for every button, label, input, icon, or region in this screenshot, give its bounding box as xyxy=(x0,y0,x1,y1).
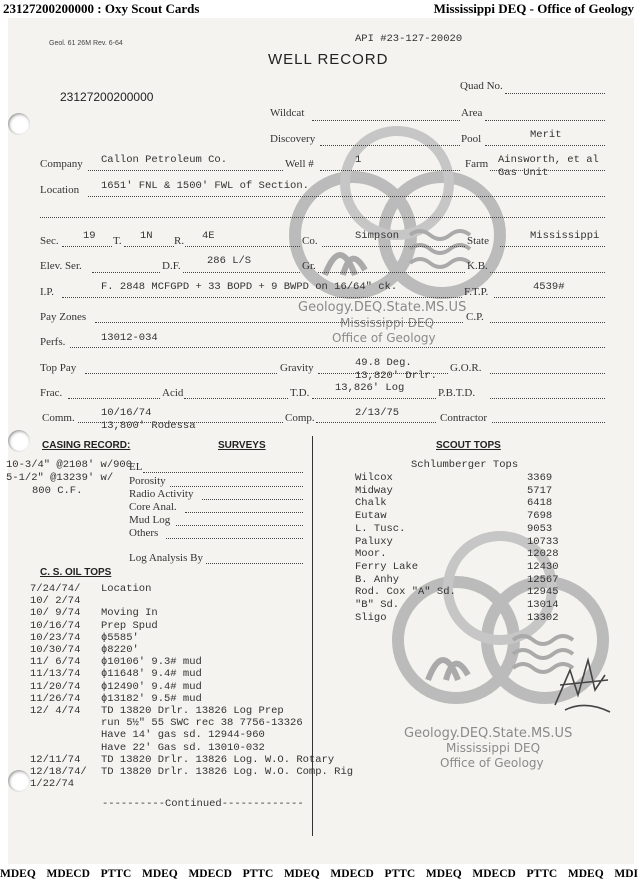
survey-line xyxy=(170,486,303,487)
r-value: 4E xyxy=(202,230,215,242)
pool-value: Merit xyxy=(530,129,562,141)
cs-oil-entry: Prep Spud xyxy=(101,619,158,632)
frac-label: Frac. xyxy=(40,387,63,399)
cs-oil-entry: ϕ13182' 9.5# mud xyxy=(101,692,202,705)
scout-top-name: Chalk xyxy=(355,497,387,510)
td-drlr-value: 13,820' Drlr. xyxy=(355,370,437,382)
survey-item: Mud Log xyxy=(129,514,171,526)
cs-oil-date: 12/11/74 xyxy=(30,753,81,766)
r-line xyxy=(185,246,300,247)
pbtd-label: P.B.T.D. xyxy=(438,387,476,399)
perfs-value: 13012-034 xyxy=(101,332,158,344)
cs-oil-entry: ϕ12490' 9.4# mud xyxy=(101,680,202,693)
gr-label: Gr. xyxy=(302,260,316,272)
signature-icon xyxy=(550,650,615,720)
pool-line xyxy=(485,145,605,146)
perfs-line xyxy=(70,347,605,348)
comm-value: 10/16/74 xyxy=(101,407,152,419)
scout-top-depth: 12028 xyxy=(527,548,559,561)
stamp-number: 23127200200000 xyxy=(60,90,154,104)
cp-line xyxy=(490,322,605,323)
co-label: Co. xyxy=(302,235,318,247)
df-label: D.F. xyxy=(162,260,181,272)
cs-oil-entry: run 5½" 55 SWC rec 38 7756-13326 xyxy=(101,717,303,730)
cs-oil-date: 7/24/74/ xyxy=(30,583,81,595)
cs-oil-date: 12/18/74/ xyxy=(30,766,87,778)
contractor-line xyxy=(492,422,605,423)
footer-item: PTTC xyxy=(384,868,416,880)
footer-item: MDECD xyxy=(46,868,90,880)
footer-item: MDECD xyxy=(330,868,374,880)
survey-line xyxy=(206,563,303,564)
footer-item: MDECD xyxy=(472,868,516,880)
casing-line: 10-3/4" @2108' w/900 xyxy=(6,459,133,471)
footer-item: MDEQ xyxy=(0,868,36,880)
scout-top-depth: 12430 xyxy=(527,560,559,573)
form-id: Geol. 61 26M Rev. 6-64 xyxy=(49,40,123,47)
elev-ser-label: Elev. Ser. xyxy=(40,260,82,272)
cs-oil-entry: Moving In xyxy=(101,607,158,620)
scout-tops-title: SCOUT TOPS xyxy=(436,440,501,451)
header-agency: Mississippi DEQ - Office of Geology xyxy=(433,1,634,16)
comp-line xyxy=(316,422,436,423)
scout-top-name: Ferry Lake xyxy=(355,560,419,573)
footer-item: MDEQ xyxy=(141,868,178,880)
pool-label: Pool xyxy=(461,133,482,145)
survey-item: Log Analysis By xyxy=(129,552,203,564)
location-line xyxy=(88,196,605,197)
gr-line xyxy=(318,272,465,273)
well-no-line xyxy=(320,170,460,171)
cs-oil-entry: TD 13820 Drlr. 13826 Log. W.O. Rotary xyxy=(101,753,335,766)
comm-line xyxy=(78,422,283,423)
api-number: API #23-127-20020 xyxy=(355,33,463,45)
pay-zones-line xyxy=(95,322,463,323)
ftp-label: F.T.P. xyxy=(464,286,489,298)
location-line-2 xyxy=(40,217,605,218)
header-doc-id: 23127200200000 : Oxy Scout Cards xyxy=(3,1,200,16)
punch-hole-icon xyxy=(8,113,30,135)
td-log-value: 13,826' Log xyxy=(335,382,405,394)
scout-top-depth: 12567 xyxy=(527,573,559,586)
state-value: Mississippi xyxy=(530,230,600,242)
watermark-org: Mississippi DEQ xyxy=(446,741,541,755)
footer-item: MDEQ xyxy=(567,868,604,880)
co-value: Simpson xyxy=(355,230,400,242)
co-line xyxy=(322,246,465,247)
cs-oil-date: 1/22/74 xyxy=(30,778,75,791)
gor-label: G.O.R. xyxy=(450,362,482,374)
comm-label: Comm. xyxy=(42,412,75,424)
scout-top-name: Wilcox xyxy=(355,472,393,484)
scout-top-name: Paluxy xyxy=(355,535,393,548)
footer-item: MDEQ xyxy=(425,868,462,880)
td-line xyxy=(312,398,436,399)
pay-zones-label: Pay Zones xyxy=(40,311,87,323)
t-line xyxy=(124,246,174,247)
ip-line xyxy=(62,297,462,298)
state-line xyxy=(500,246,605,247)
scout-top-name: Eutaw xyxy=(355,510,387,523)
watermark-site: Geology.DEQ.State.MS.US xyxy=(404,726,573,741)
location-label: Location xyxy=(40,184,80,196)
scout-top-depth: 10733 xyxy=(527,535,559,548)
perfs-label: Perfs. xyxy=(40,336,66,348)
r-label: R. xyxy=(174,235,185,247)
acid-label: Acid xyxy=(162,387,184,399)
td-label: T.D. xyxy=(290,387,310,399)
pbtd-line xyxy=(490,398,605,399)
well-no-value: 1 xyxy=(355,154,362,166)
survey-line xyxy=(176,525,303,526)
quad-no-label: Quad No. xyxy=(460,80,503,92)
cs-oil-date: 10/ 2/74 xyxy=(30,595,81,608)
scout-top-depth: 3369 xyxy=(527,472,553,484)
footer-item: PTTC xyxy=(526,868,558,880)
frac-line xyxy=(68,398,160,399)
watermark-office: Office of Geology xyxy=(440,756,544,770)
punch-hole-icon xyxy=(8,430,30,452)
farm-value-2: Gas Unit xyxy=(498,167,549,179)
sec-value: 19 xyxy=(83,230,96,242)
discovery-label: Discovery xyxy=(270,133,316,145)
footer-item: MDECD xyxy=(188,868,232,880)
survey-item: EL xyxy=(129,461,143,473)
top-pay-label: Top Pay xyxy=(40,362,77,374)
survey-line xyxy=(185,512,303,513)
survey-item: Core Anal. xyxy=(129,501,177,513)
scout-top-depth: 12945 xyxy=(527,586,559,599)
scout-top-name: B. Anhy xyxy=(355,573,400,586)
cs-oil-tops-title: C. S. OIL TOPS xyxy=(40,567,112,578)
cs-oil-entry: Location xyxy=(101,583,152,595)
scout-top-depth: 13014 xyxy=(527,599,559,611)
area-line xyxy=(485,120,605,121)
farm-value: Ainsworth, et al xyxy=(498,154,599,166)
df-line xyxy=(183,272,300,273)
form-title: WELL RECORD xyxy=(268,51,389,68)
company-line xyxy=(88,170,283,171)
scout-tops-subtitle: Schlumberger Tops xyxy=(411,459,519,471)
cs-oil-date: 10/16/74 xyxy=(30,619,81,632)
cs-oil-entry: TD 13820 Drlr. 13826 Log Prep xyxy=(101,705,284,717)
wildcat-line xyxy=(312,120,460,121)
company-label: Company xyxy=(40,158,83,170)
t-label: T. xyxy=(113,235,122,247)
cs-oil-date: 11/ 6/74 xyxy=(30,656,81,669)
cs-oil-entry: ϕ8220' xyxy=(101,644,139,656)
location-value: 1651' FNL & 1500' FWL of Section. xyxy=(101,180,309,192)
footer-bar xyxy=(0,868,638,880)
scout-top-name: L. Tusc. xyxy=(355,522,406,535)
watermark-office: Office of Geology xyxy=(332,331,436,345)
cs-oil-date: 10/30/74 xyxy=(30,644,81,656)
comm-value-2: 13,800' Rodessa xyxy=(101,420,196,432)
scout-top-name: Rod. Cox "A" Sd. xyxy=(355,586,456,599)
scout-top-depth: 6418 xyxy=(527,497,553,510)
cs-oil-entry: ϕ11648' 9.4# mud xyxy=(101,668,202,681)
acid-line xyxy=(184,398,288,399)
well-no-label: Well # xyxy=(285,158,314,170)
company-value: Callon Petroleum Co. xyxy=(101,154,228,166)
contractor-label: Contractor xyxy=(440,412,488,424)
discovery-line xyxy=(320,145,460,146)
cs-oil-date: 12/ 4/74 xyxy=(30,705,81,717)
top-pay-line xyxy=(85,373,277,374)
wildcat-label: Wildcat xyxy=(270,107,305,119)
watermark-org: Mississippi DEQ xyxy=(340,316,435,330)
survey-item: Porosity xyxy=(129,475,166,487)
watermark-site: Geology.DEQ.State.MS.US xyxy=(298,300,467,315)
surveys-title: SURVEYS xyxy=(218,440,266,451)
ip-label: I.P. xyxy=(40,286,55,298)
casing-line: 5-1/2" @13239' w/ xyxy=(6,472,114,484)
ip-value: F. 2848 MCFGPD + 33 BOPD + 9 BWPD on 16/64" ck. xyxy=(101,281,398,293)
gravity-value: 49.8 Deg. xyxy=(355,357,412,369)
gravity-label: Gravity xyxy=(280,362,314,374)
scout-top-name: "B" Sd. xyxy=(355,599,400,611)
cs-oil-entry: Have 22' Gas sd. 13010-032 xyxy=(101,741,265,754)
quad-no-line xyxy=(505,93,605,94)
footer-item: PTTC xyxy=(100,868,132,880)
cs-oil-date: 10/ 9/74 xyxy=(30,607,81,620)
cp-label: C.P. xyxy=(466,311,484,323)
scout-top-name: Sligo xyxy=(355,611,387,624)
ftp-value: 4539# xyxy=(533,281,565,293)
scout-top-name: Midway xyxy=(355,484,393,497)
cs-oil-entry: Have 14' gas sd. 12944-960 xyxy=(101,729,265,742)
sec-line xyxy=(62,246,112,247)
comp-label: Comp. xyxy=(285,412,315,424)
kb-line xyxy=(490,272,605,273)
scout-top-depth: 5717 xyxy=(527,484,553,497)
cs-oil-date: 10/23/74 xyxy=(30,631,81,644)
cs-oil-entry: ϕ5585' xyxy=(101,631,139,644)
survey-item: Others xyxy=(129,527,159,539)
area-label: Area xyxy=(461,107,483,119)
t-value: 1N xyxy=(140,230,153,242)
sec-label: Sec. xyxy=(40,235,59,247)
kb-label: K.B. xyxy=(467,260,488,272)
farm-line xyxy=(490,170,605,171)
continued-note: ----------Continued------------- xyxy=(102,798,304,810)
comp-value: 2/13/75 xyxy=(355,407,400,419)
scout-top-depth: 13302 xyxy=(527,611,559,624)
survey-item: Radio Activity xyxy=(129,488,194,500)
farm-label: Farm xyxy=(465,158,489,170)
scout-top-depth: 7698 xyxy=(527,510,553,523)
footer-item: PTTC xyxy=(242,868,274,880)
cs-oil-date: 11/26/74 xyxy=(30,692,81,705)
survey-line xyxy=(202,499,303,500)
footer-item: MDI xyxy=(614,868,638,880)
casing-record-title: CASING RECORD: xyxy=(42,440,131,451)
scout-top-name: Moor. xyxy=(355,548,387,561)
survey-line xyxy=(166,538,303,539)
punch-hole-icon xyxy=(8,770,30,792)
state-label: State xyxy=(467,235,489,247)
cs-oil-entry: TD 13820 Drlr. 13826 Log. W.O. Comp. Rig xyxy=(101,766,354,778)
elev-ser-line xyxy=(92,272,160,273)
survey-line xyxy=(143,472,303,473)
footer-item: MDEQ xyxy=(283,868,320,880)
cs-oil-date: 11/20/74 xyxy=(30,680,81,693)
cs-oil-entry: ϕ10106' 9.3# mud xyxy=(101,656,202,669)
casing-line: 800 C.F. xyxy=(32,485,83,497)
scout-top-depth: 9053 xyxy=(527,522,553,535)
ftp-line xyxy=(494,297,605,298)
df-value: 286 L/S xyxy=(207,255,252,267)
gor-line xyxy=(490,373,605,374)
cs-oil-date: 11/13/74 xyxy=(30,668,81,681)
